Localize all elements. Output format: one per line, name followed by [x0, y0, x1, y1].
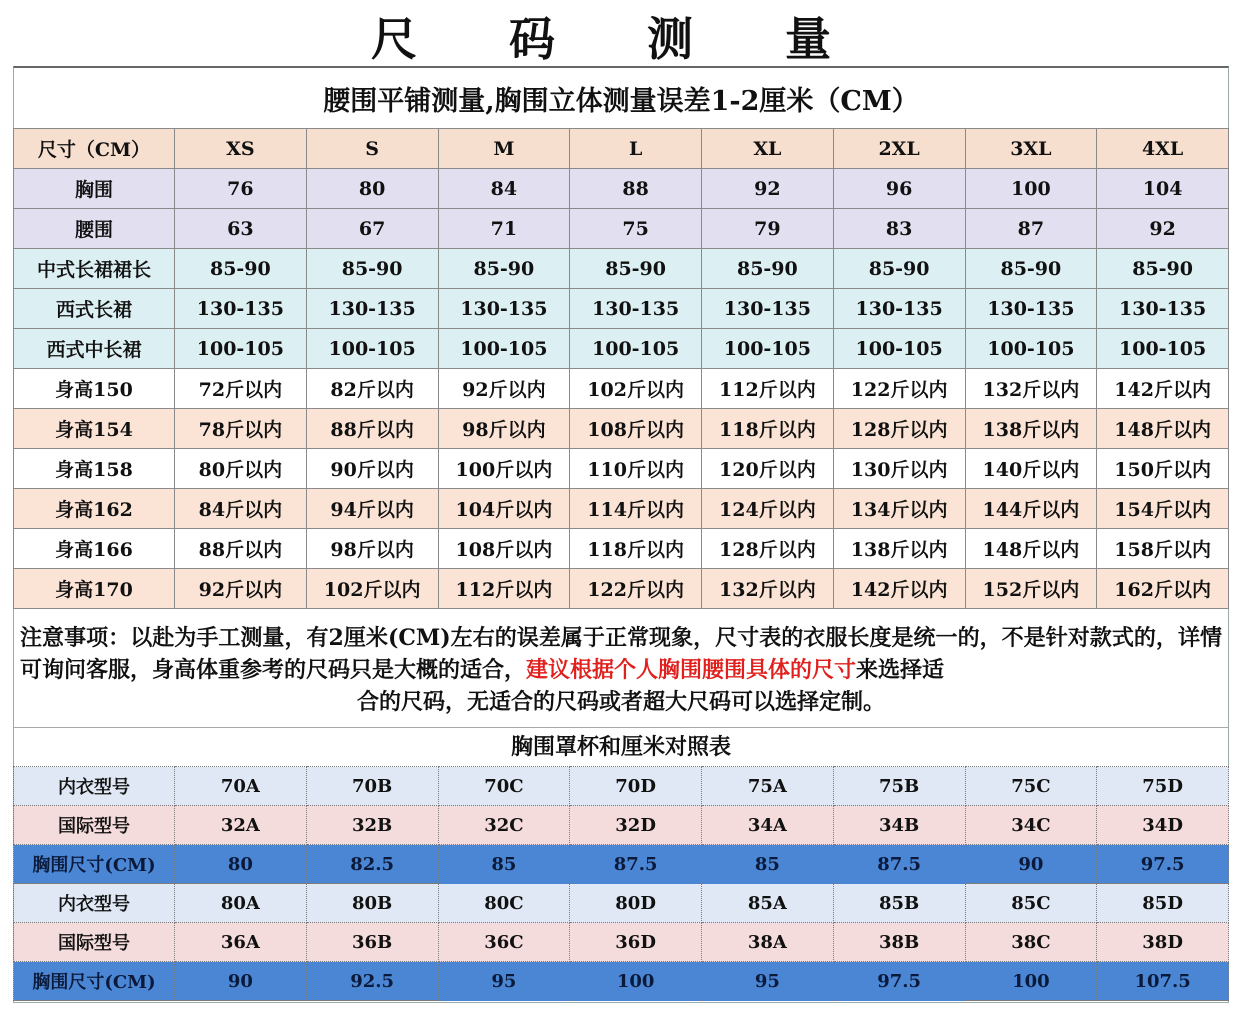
table-cell: 34D	[1097, 806, 1229, 845]
table-cell: 76	[175, 169, 307, 209]
table-cell: 130斤以内	[833, 449, 965, 489]
table-cell: 132斤以内	[965, 369, 1097, 409]
table-cell: 38A	[702, 923, 834, 962]
table-cell: XL	[702, 129, 834, 169]
table-cell: 70C	[438, 767, 570, 806]
row-label: 身高158	[14, 449, 175, 489]
table-cell: 154斤以内	[1097, 489, 1229, 529]
table-cell: 130-135	[306, 289, 438, 329]
table-cell: 85C	[965, 884, 1097, 923]
table-cell: 162斤以内	[1097, 569, 1229, 609]
table-row	[14, 289, 1229, 329]
table-cell: 118斤以内	[702, 409, 834, 449]
table-cell: 75C	[965, 767, 1097, 806]
table-cell: 95	[438, 962, 570, 1001]
table-cell: 85-90	[965, 249, 1097, 289]
table-cell: 63	[175, 209, 307, 249]
table-cell: 85-90	[833, 249, 965, 289]
table-cell: 132斤以内	[702, 569, 834, 609]
table-cell: 112斤以内	[702, 369, 834, 409]
row-label: 胸围	[14, 169, 175, 209]
table-cell: 142斤以内	[1097, 369, 1229, 409]
table-cell: 118斤以内	[570, 529, 702, 569]
table-cell: 36B	[306, 923, 438, 962]
notes-highlight: 建议根据个人胸围腰围具体的尺寸	[526, 657, 857, 683]
table-cell: 114斤以内	[570, 489, 702, 529]
table-cell: 130-135	[438, 289, 570, 329]
table-cell: 108斤以内	[570, 409, 702, 449]
table-cell: 38C	[965, 923, 1097, 962]
notes-text-cont: 来选择适	[856, 657, 945, 683]
table-cell: 80	[175, 845, 307, 884]
table-cell: 85-90	[175, 249, 307, 289]
table-cell: 130-135	[175, 289, 307, 329]
table-cell: 2XL	[833, 129, 965, 169]
table-cell: 138斤以内	[833, 529, 965, 569]
table-cell: 100-105	[1097, 329, 1229, 369]
table-cell: 83	[833, 209, 965, 249]
row-label: 胸围尺寸(CM)	[14, 962, 175, 1001]
table-cell: 100-105	[306, 329, 438, 369]
table-cell: 34C	[965, 806, 1097, 845]
table-cell: 92	[702, 169, 834, 209]
row-label: 身高162	[14, 489, 175, 529]
table-cell: 80A	[175, 884, 307, 923]
table-cell: 32D	[570, 806, 702, 845]
table-cell: 32B	[306, 806, 438, 845]
table-cell: 130-135	[570, 289, 702, 329]
table-cell: 71	[438, 209, 570, 249]
table-row	[14, 806, 1229, 845]
table-cell: 32C	[438, 806, 570, 845]
table-cell: 70B	[306, 767, 438, 806]
table-cell: 85-90	[306, 249, 438, 289]
table-cell: 98斤以内	[306, 529, 438, 569]
table-cell: 138斤以内	[965, 409, 1097, 449]
row-label: 西式中长裙	[14, 329, 175, 369]
table-cell: 84斤以内	[175, 489, 307, 529]
table-cell: 85-90	[438, 249, 570, 289]
table-cell: 67	[306, 209, 438, 249]
table-cell: 80	[306, 169, 438, 209]
table-cell: 158斤以内	[1097, 529, 1229, 569]
table-cell: 4XL	[1097, 129, 1229, 169]
measurement-subtitle: 腰围平铺测量,胸围立体测量误差1-2厘米（CM）	[323, 86, 919, 117]
table-row	[14, 169, 1229, 209]
table-cell: 75B	[833, 767, 965, 806]
table-cell: 85	[438, 845, 570, 884]
table-cell: 85	[702, 845, 834, 884]
row-label: 中式长裙裙长	[14, 249, 175, 289]
table-cell: 100-105	[570, 329, 702, 369]
table-cell: 130-135	[1097, 289, 1229, 329]
row-label: 身高154	[14, 409, 175, 449]
row-label: 腰围	[14, 209, 175, 249]
table-cell: 90	[175, 962, 307, 1001]
row-label: 内衣型号	[14, 767, 175, 806]
table-cell: 98斤以内	[438, 409, 570, 449]
table-cell: 96	[833, 169, 965, 209]
size-header-row	[14, 129, 1229, 169]
table-cell: 104斤以内	[438, 489, 570, 529]
table-cell: 100-105	[965, 329, 1097, 369]
notes-text: 注意事项：以赴为手工测量，有2厘米(CM)左右的误差属于正常现象，尺寸表的衣服长度是统一的，不是针对款式的，详情可询问客服，身高体重参考的尺码只是大概的适合，	[20, 625, 1222, 683]
table-cell: M	[438, 129, 570, 169]
table-cell: 3XL	[965, 129, 1097, 169]
table-cell: 84	[438, 169, 570, 209]
table-cell: 85-90	[702, 249, 834, 289]
table-cell: 70A	[175, 767, 307, 806]
table-cell: 85-90	[570, 249, 702, 289]
table-cell: 150斤以内	[1097, 449, 1229, 489]
table-row	[14, 409, 1229, 449]
table-cell: 122斤以内	[570, 569, 702, 609]
row-label: 身高150	[14, 369, 175, 409]
table-row	[14, 489, 1229, 529]
table-cell: 87.5	[570, 845, 702, 884]
row-label: 胸围尺寸(CM)	[14, 845, 175, 884]
table-cell: 100	[570, 962, 702, 1001]
table-cell: 80D	[570, 884, 702, 923]
table-cell: 92斤以内	[175, 569, 307, 609]
table-cell: 107.5	[1097, 962, 1229, 1001]
table-cell: 80C	[438, 884, 570, 923]
table-cell: 32A	[175, 806, 307, 845]
table-cell: 100-105	[438, 329, 570, 369]
row-label: 国际型号	[14, 806, 175, 845]
table-cell: 100	[965, 962, 1097, 1001]
row-label: 西式长裙	[14, 289, 175, 329]
table-cell: 104	[1097, 169, 1229, 209]
table-cell: 85-90	[1097, 249, 1229, 289]
table-cell: 94斤以内	[306, 489, 438, 529]
table-cell: 88斤以内	[306, 409, 438, 449]
table-cell: 124斤以内	[702, 489, 834, 529]
row-label: 尺寸（CM）	[14, 129, 175, 169]
table-cell: 152斤以内	[965, 569, 1097, 609]
table-cell: 88	[570, 169, 702, 209]
table-cell: 128斤以内	[702, 529, 834, 569]
table-cell: 85D	[1097, 884, 1229, 923]
table-cell: 92.5	[306, 962, 438, 1001]
table-cell: S	[306, 129, 438, 169]
table-cell: 102斤以内	[306, 569, 438, 609]
table-cell: 79	[702, 209, 834, 249]
table-cell: 87.5	[833, 845, 965, 884]
table-cell: 75D	[1097, 767, 1229, 806]
table-cell: 82.5	[306, 845, 438, 884]
table-cell: 34A	[702, 806, 834, 845]
table-cell: 85B	[833, 884, 965, 923]
table-cell: 88斤以内	[175, 529, 307, 569]
table-cell: 100-105	[833, 329, 965, 369]
row-label: 身高170	[14, 569, 175, 609]
table-cell: 80B	[306, 884, 438, 923]
table-cell: 144斤以内	[965, 489, 1097, 529]
table-cell: 90斤以内	[306, 449, 438, 489]
table-row	[14, 369, 1229, 409]
cup-table-title: 胸围罩杯和厘米对照表	[13, 727, 1229, 764]
table-cell: 130-135	[702, 289, 834, 329]
table-cell: 130-135	[965, 289, 1097, 329]
table-cell: 108斤以内	[438, 529, 570, 569]
table-cell: 92斤以内	[438, 369, 570, 409]
table-cell: 102斤以内	[570, 369, 702, 409]
row-label: 内衣型号	[14, 884, 175, 923]
table-cell: 85A	[702, 884, 834, 923]
table-cell: 140斤以内	[965, 449, 1097, 489]
table-row	[14, 529, 1229, 569]
table-cell: 87	[965, 209, 1097, 249]
table-cell: 72斤以内	[175, 369, 307, 409]
table-cell: 97.5	[1097, 845, 1229, 884]
table-cell: 142斤以内	[833, 569, 965, 609]
table-row	[14, 449, 1229, 489]
table-cell: 36A	[175, 923, 307, 962]
table-row	[14, 249, 1229, 289]
table-cell: 75	[570, 209, 702, 249]
table-row	[14, 923, 1229, 962]
table-row	[14, 209, 1229, 249]
table-cell: L	[570, 129, 702, 169]
table-cell: 112斤以内	[438, 569, 570, 609]
table-row	[14, 884, 1229, 923]
table-cell: 92	[1097, 209, 1229, 249]
table-cell: XS	[175, 129, 307, 169]
page-title: 尺 码 测 量	[370, 12, 870, 66]
table-row	[14, 329, 1229, 369]
table-row	[14, 569, 1229, 609]
table-cell: 70D	[570, 767, 702, 806]
table-cell: 148斤以内	[965, 529, 1097, 569]
table-row	[14, 962, 1229, 1001]
table-cell: 148斤以内	[1097, 409, 1229, 449]
table-cell: 82斤以内	[306, 369, 438, 409]
table-cell: 122斤以内	[833, 369, 965, 409]
table-cell: 36C	[438, 923, 570, 962]
table-cell: 38D	[1097, 923, 1229, 962]
table-row	[14, 845, 1229, 884]
table-cell: 80斤以内	[175, 449, 307, 489]
row-label: 身高166	[14, 529, 175, 569]
size-table	[13, 128, 1229, 609]
table-row	[14, 767, 1229, 806]
table-cell: 128斤以内	[833, 409, 965, 449]
notes	[20, 622, 1222, 718]
table-cell: 97.5	[833, 962, 965, 1001]
table-cell: 134斤以内	[833, 489, 965, 529]
row-label: 国际型号	[14, 923, 175, 962]
table-cell: 75A	[702, 767, 834, 806]
table-cell: 95	[702, 962, 834, 1001]
notes-text-end: 合的尺码，无适合的尺码或者超大尺码可以选择定制。	[356, 689, 885, 715]
table-cell: 110斤以内	[570, 449, 702, 489]
table-cell: 100斤以内	[438, 449, 570, 489]
table-cell: 90	[965, 845, 1097, 884]
table-cell: 120斤以内	[702, 449, 834, 489]
table-cell: 38B	[833, 923, 965, 962]
table-cell: 34B	[833, 806, 965, 845]
table-cell: 100-105	[702, 329, 834, 369]
cup-table	[13, 766, 1229, 1001]
table-cell: 100-105	[175, 329, 307, 369]
table-cell: 78斤以内	[175, 409, 307, 449]
table-cell: 130-135	[833, 289, 965, 329]
table-cell: 36D	[570, 923, 702, 962]
table-cell: 100	[965, 169, 1097, 209]
